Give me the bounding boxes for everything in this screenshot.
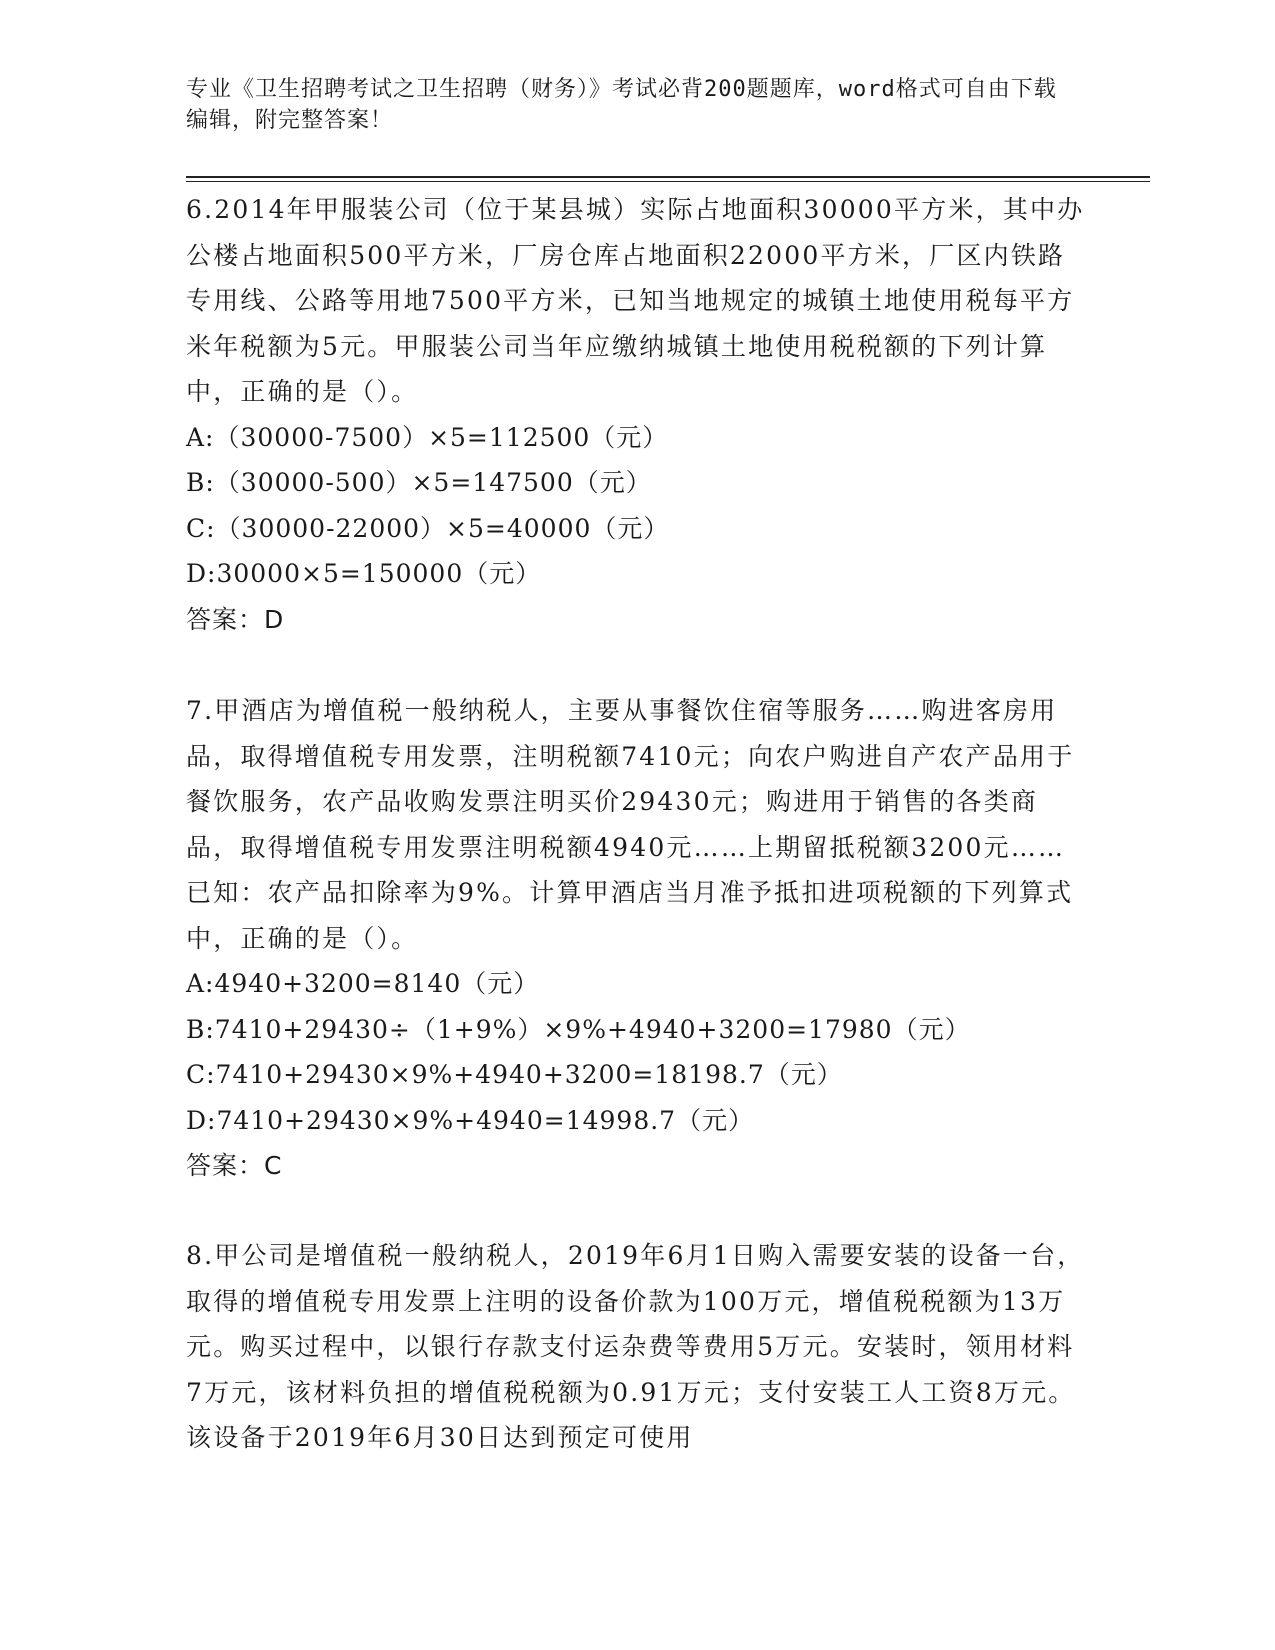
question-7 [186,688,1086,1189]
header-divider-thick [186,176,1150,178]
answer-label: 答案：D [186,604,285,634]
question-stem: 7.甲酒店为增值税一般纳税人，主要从事餐饮住宿等服务……购进客房用品，取得增值税专用发票，注明税额7410元；向农户购进自产农产品用于餐饮服务，农产品收购发票注明买价29430元；购进用于销售的各类商品，取得增值税专用发票注明税额4940元……上期留抵税额3200元……已知：农产品扣除率为9%。计算甲酒店当月准予抵扣进项税额的下列算式中，正确的是（）。 [186,696,1075,953]
option-c: C:7410+29430×9%+4940+3200=18198.7（元） [186,1060,843,1089]
option-b: B:（30000-500）×5=147500（元） [186,468,652,497]
question-stem: 6.2014年甲服装公司（位于某县城）实际占地面积30000平方米，其中办公楼占地面积500平方米，厂房仓库占地面积22000平方米，厂区内铁路专用线、公路等用地7500平方米，已知当地规定的城镇土地使用税每平方米年税额为5元。甲服装公司当年应缴纳城镇土地使用税税额的下列计算中，正确的是（）。 [186,195,1085,406]
option-d: D:7410+29430×9%+4940=14998.7（元） [186,1105,755,1135]
option-d: D:30000×5=150000（元） [186,559,542,588]
answer-label: 答案：C [186,1151,283,1180]
question-6 [186,187,1086,642]
option-a: A:（30000-7500）×5=112500（元） [186,422,669,452]
option-b: B:7410+29430÷（1+9%）×9%+4940+3200=17980（元） [186,1014,971,1044]
option-c: C:（30000-22000）×5=40000（元） [186,513,670,543]
header-divider-thin [186,181,1150,182]
question-8 [186,1233,1086,1461]
question-stem: 8.甲公司是增值税一般纳税人，2019年6月1日购入需要安装的设备一台，取得的增值税专用发票上注明的设备价款为100万元，增值税税额为13万元。购买过程中，以银行存款支付运杂费等费用5万元。安装时，领用材料7万元，该材料负担的增值税税额为0.91万元；支付安装工人工资8万元。该设备于2019年6月30日达到预定可使用 [186,1241,1085,1452]
option-a: A:4940+3200=8140（元） [186,969,540,998]
page-header-title: 专业《卫生招聘考试之卫生招聘（财务）》考试必背200题题库，word格式可自由下载编辑，附完整答案！ [186,77,1057,133]
